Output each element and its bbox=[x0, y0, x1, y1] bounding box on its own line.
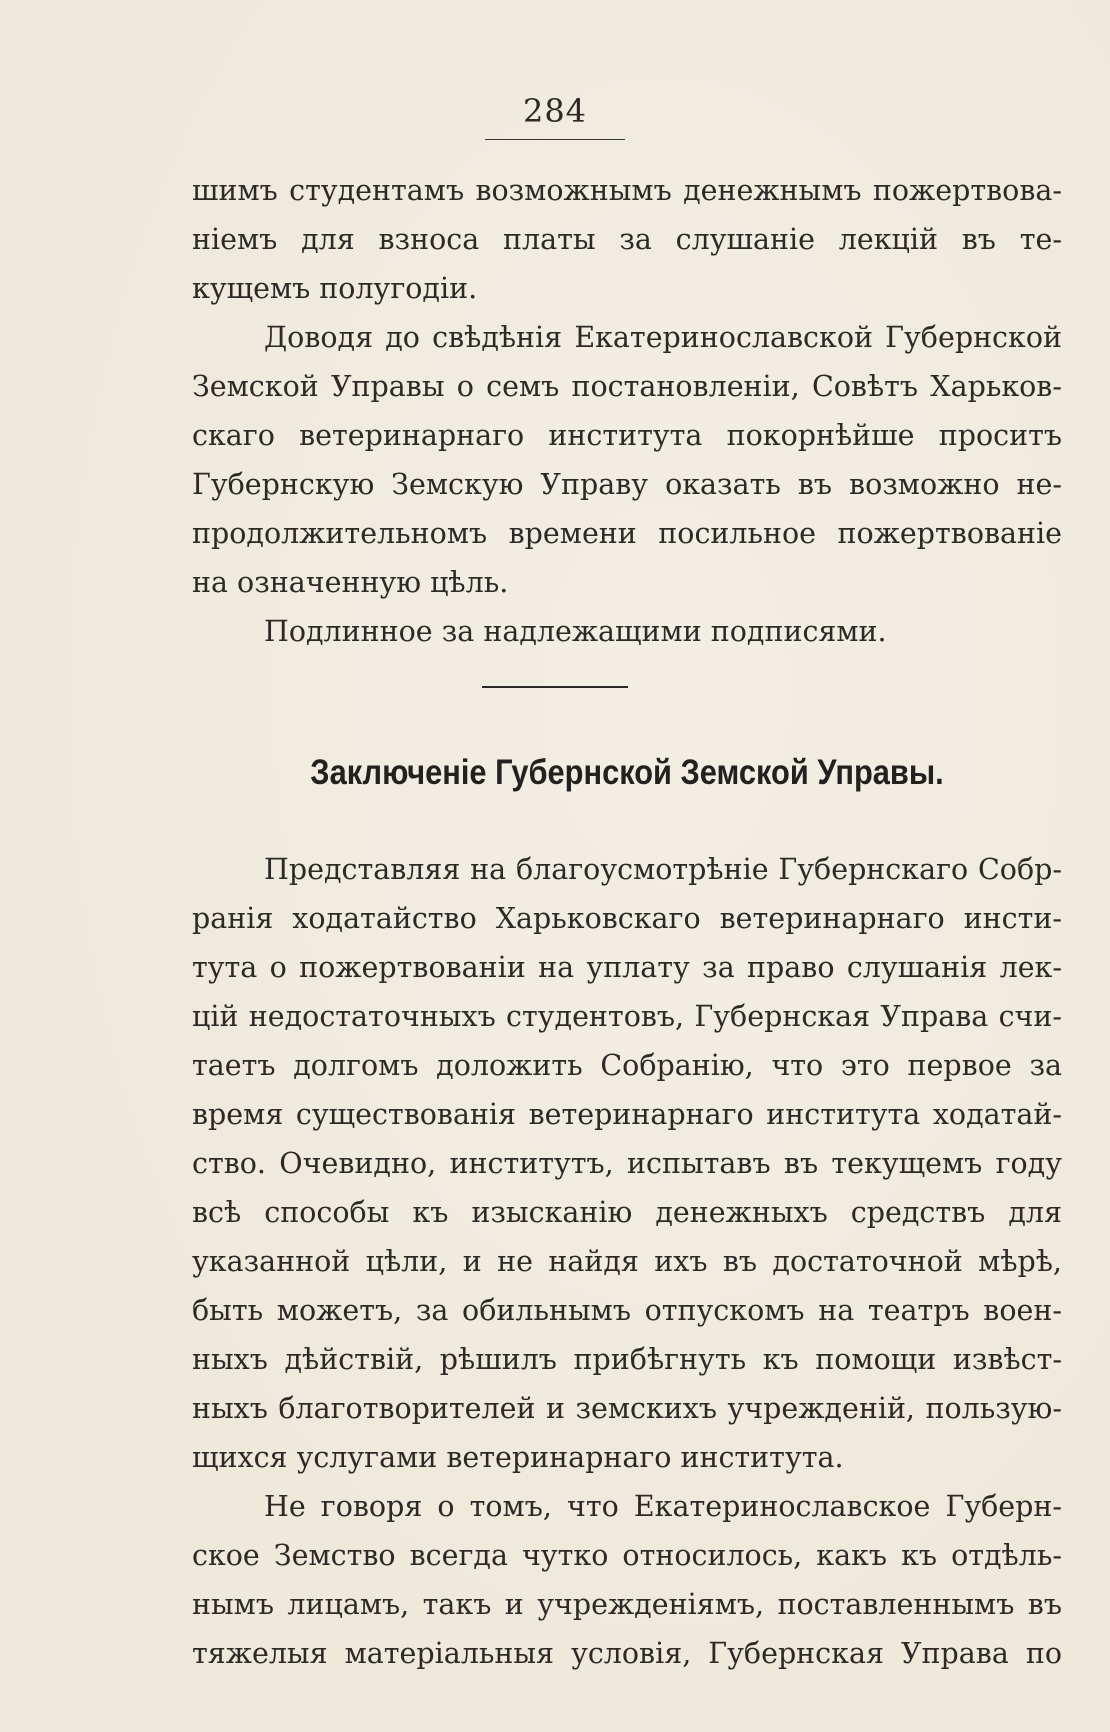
text-line: ныхъ благотворителей и земскихъ учрежденій, пользую- bbox=[192, 1392, 1062, 1425]
text-line: ранія ходатайство Харьковскаго ветеринарнаго инсти- bbox=[192, 902, 1062, 935]
text-line: кущемъ полугодіи. bbox=[192, 272, 478, 305]
paragraph-signatures bbox=[192, 607, 1062, 656]
text-line: всѣ способы къ изысканію денежныхъ средствъ для bbox=[192, 1196, 1062, 1229]
text-line: продолжительномъ времени посильное пожертвованіе bbox=[192, 517, 1062, 550]
text-line: на означенную цѣль. bbox=[192, 566, 509, 599]
text-line: Представляя на благоусмотрѣніе Губернскаго Собр- bbox=[264, 853, 1062, 886]
text-line: таетъ долгомъ доложить Собранію, что это первое за bbox=[192, 1049, 1062, 1082]
text-line: ныхъ дѣйствій, рѣшилъ прибѣгнуть къ помощи извѣст- bbox=[192, 1343, 1062, 1376]
paragraph-zemstvo bbox=[192, 1482, 1062, 1678]
text-line: скаго ветеринарнаго института покорнѣйше проситъ bbox=[192, 419, 1062, 452]
text-line: ство. Очевидно, институтъ, испытавъ въ текущемъ году bbox=[192, 1147, 1062, 1180]
text-block-top bbox=[192, 166, 1062, 656]
text-line: Не говоря о томъ, что Екатеринославское Губерн- bbox=[264, 1490, 1062, 1523]
paragraph-conclusion bbox=[192, 845, 1062, 1482]
text-line: тяжелыя матеріальныя условія, Губернская Управа по bbox=[192, 1637, 1062, 1670]
text-line: Земской Управы о семъ постановленіи, Совѣтъ Харьков- bbox=[192, 370, 1062, 403]
paragraph-continuation bbox=[192, 166, 1062, 313]
text-line: указанной цѣли, и не найдя ихъ въ достаточной мѣрѣ, bbox=[192, 1245, 1062, 1278]
text-line: щихся услугами ветеринарнаго института. bbox=[192, 1441, 844, 1474]
text-line: Губернскую Земскую Управу оказать въ возможно не- bbox=[192, 468, 1062, 501]
text-line: цій недостаточныхъ студентовъ, Губернская Управа счи- bbox=[192, 1000, 1062, 1033]
text-line: Доводя до свѣдѣнія Екатеринославской Губернской bbox=[264, 321, 1062, 354]
text-line: шимъ студентамъ возможнымъ денежнымъ пожертвова- bbox=[192, 174, 1062, 207]
header-rule bbox=[485, 139, 625, 140]
section-divider bbox=[482, 686, 628, 688]
text-line: Подлинное за надлежащими подписями. bbox=[264, 615, 887, 648]
text-line: ское Земство всегда чутко относилось, какъ къ отдѣль- bbox=[192, 1539, 1062, 1572]
text-block-bottom bbox=[192, 845, 1062, 1678]
text-line: ніемъ для взноса платы за слушаніе лекцій въ те- bbox=[192, 223, 1062, 256]
section-heading: Заключеніе Губернской Земской Управы. bbox=[310, 753, 944, 792]
text-line: быть можетъ, за обильнымъ отпускомъ на театръ воен- bbox=[192, 1294, 1062, 1327]
text-line: время существованія ветеринарнаго института ходатай- bbox=[192, 1098, 1062, 1131]
page-number: 284 bbox=[522, 92, 588, 130]
text-line: тута о пожертвованіи на уплату за право слушанія лек- bbox=[192, 951, 1062, 984]
text-line: нымъ лицамъ, такъ и учрежденіямъ, поставленнымъ въ bbox=[192, 1588, 1062, 1621]
paragraph-request bbox=[192, 313, 1062, 607]
